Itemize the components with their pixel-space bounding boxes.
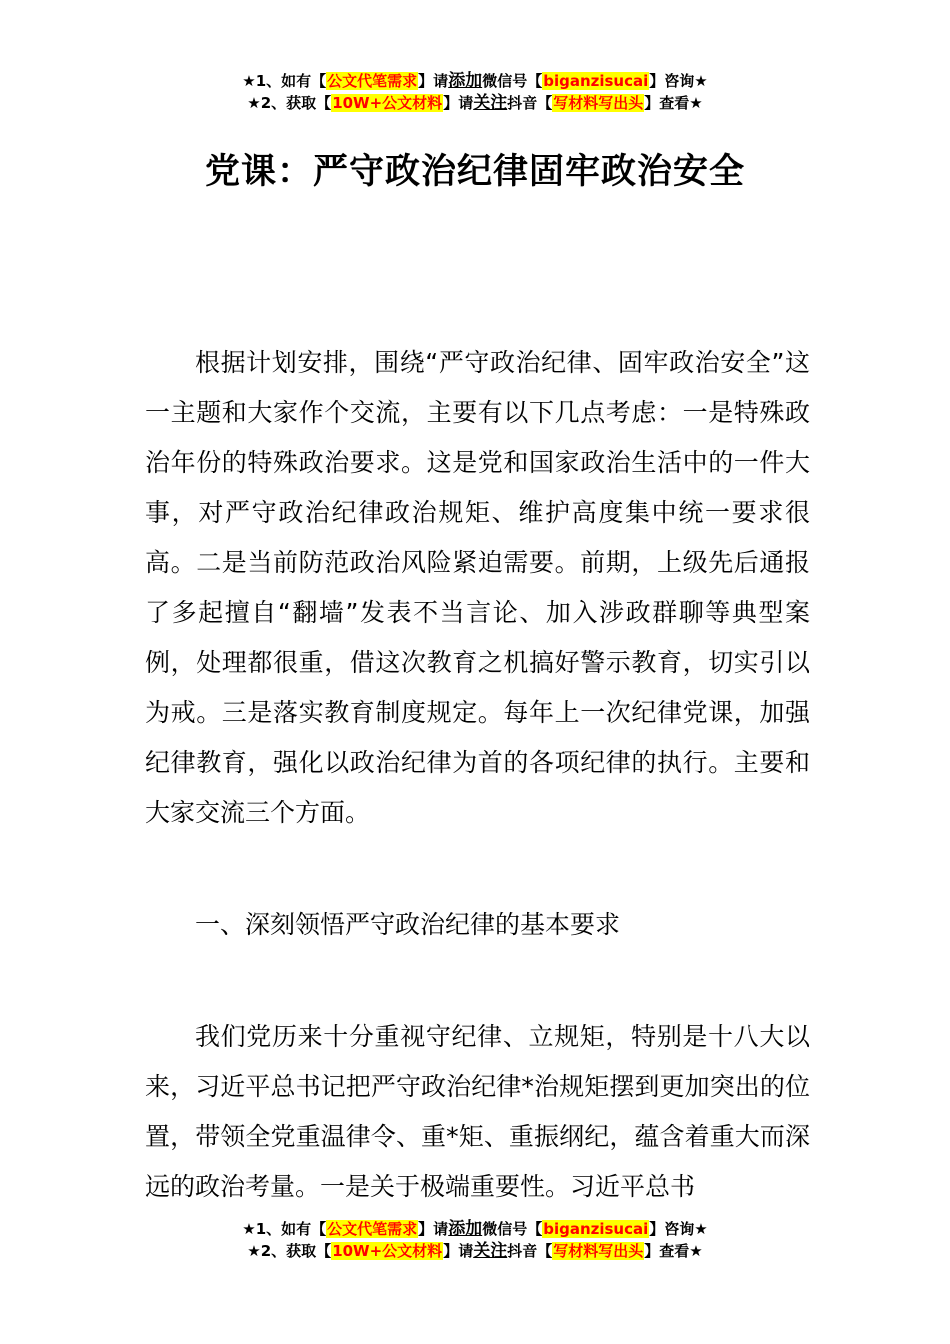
banner-text: 微信号【 bbox=[482, 1220, 543, 1238]
banner-text: 】请 bbox=[443, 94, 474, 112]
banner-text: ★2、获取【 bbox=[247, 94, 332, 112]
banner-emphasis: 关注 bbox=[473, 1241, 508, 1261]
highlight-douyin-account: 写材料写出头 bbox=[553, 94, 644, 112]
banner-text: 微信号【 bbox=[482, 72, 543, 90]
paragraph-intro: 根据计划安排，围绕“严守政治纪律、固牢政治安全”这一主题和大家作个交流，主要有以下几点考虑：一是特殊政治年份的特殊政治要求。这是党和国家政治生活中的一件大事，对严守政治纪律政治规矩、维护高度集中统一要求很高。二是当前防范政治风险紧迫需要。前期，上级先后通报了多起擅自“翻墙”发表不当言论、加入涉政群聊等典型案例，处理都很重，借这次教育之机搞好警示教育，切实引以为戒。三是落实教育制度规定。每年上一次纪律党课，加强纪律教育，强化以政治纪律为首的各项纪律的执行。主要和大家交流三个方面。 bbox=[145, 348, 810, 827]
highlight-service: 公文代笔需求 bbox=[327, 72, 418, 90]
banner-text: 抖音【 bbox=[507, 1242, 553, 1260]
highlight-wechat-id: biganzisucai bbox=[543, 72, 649, 90]
banner-text: 抖音【 bbox=[507, 94, 553, 112]
footer-banner bbox=[0, 1218, 950, 1262]
banner-line-1 bbox=[0, 1218, 950, 1240]
banner-emphasis: 添加 bbox=[448, 1219, 483, 1239]
section-heading-1: 一、深刻领悟严守政治纪律的基本要求 bbox=[195, 910, 621, 939]
highlight-materials: 10W+公文材料 bbox=[332, 1242, 443, 1260]
banner-text: 】请 bbox=[418, 1220, 449, 1238]
highlight-douyin-account: 写材料写出头 bbox=[553, 1242, 644, 1260]
banner-line-2 bbox=[0, 1240, 950, 1262]
document-body bbox=[145, 338, 810, 1212]
paragraph-section-1: 我们党历来十分重视守纪律、立规矩，特别是十八大以来，习近平总书记把严守政治纪律*治规矩摆到更加突出的位置，带领全党重温律令、重*矩、重振纲纪，蕴含着重大而深远的政治考量。一是关于极端重要性。习近平总书 bbox=[145, 1022, 810, 1201]
banner-text: 】查看★ bbox=[644, 1242, 703, 1260]
banner-line-2 bbox=[0, 92, 950, 114]
highlight-wechat-id: biganzisucai bbox=[543, 1220, 649, 1238]
banner-text: 】咨询★ bbox=[649, 72, 708, 90]
banner-text: ★2、获取【 bbox=[247, 1242, 332, 1260]
banner-text: 】咨询★ bbox=[649, 1220, 708, 1238]
banner-text: 】请 bbox=[443, 1242, 474, 1260]
banner-line-1 bbox=[0, 70, 950, 92]
document-title: 党课：严守政治纪律固牢政治安全 bbox=[204, 152, 745, 192]
header-banner bbox=[0, 70, 950, 114]
highlight-service: 公文代笔需求 bbox=[327, 1220, 418, 1238]
banner-text: ★1、如有【 bbox=[242, 72, 327, 90]
banner-text: 】请 bbox=[418, 72, 449, 90]
banner-emphasis: 关注 bbox=[473, 93, 508, 113]
highlight-materials: 10W+公文材料 bbox=[332, 94, 443, 112]
banner-emphasis: 添加 bbox=[448, 71, 483, 91]
banner-text: ★1、如有【 bbox=[242, 1220, 327, 1238]
banner-text: 】查看★ bbox=[644, 94, 703, 112]
